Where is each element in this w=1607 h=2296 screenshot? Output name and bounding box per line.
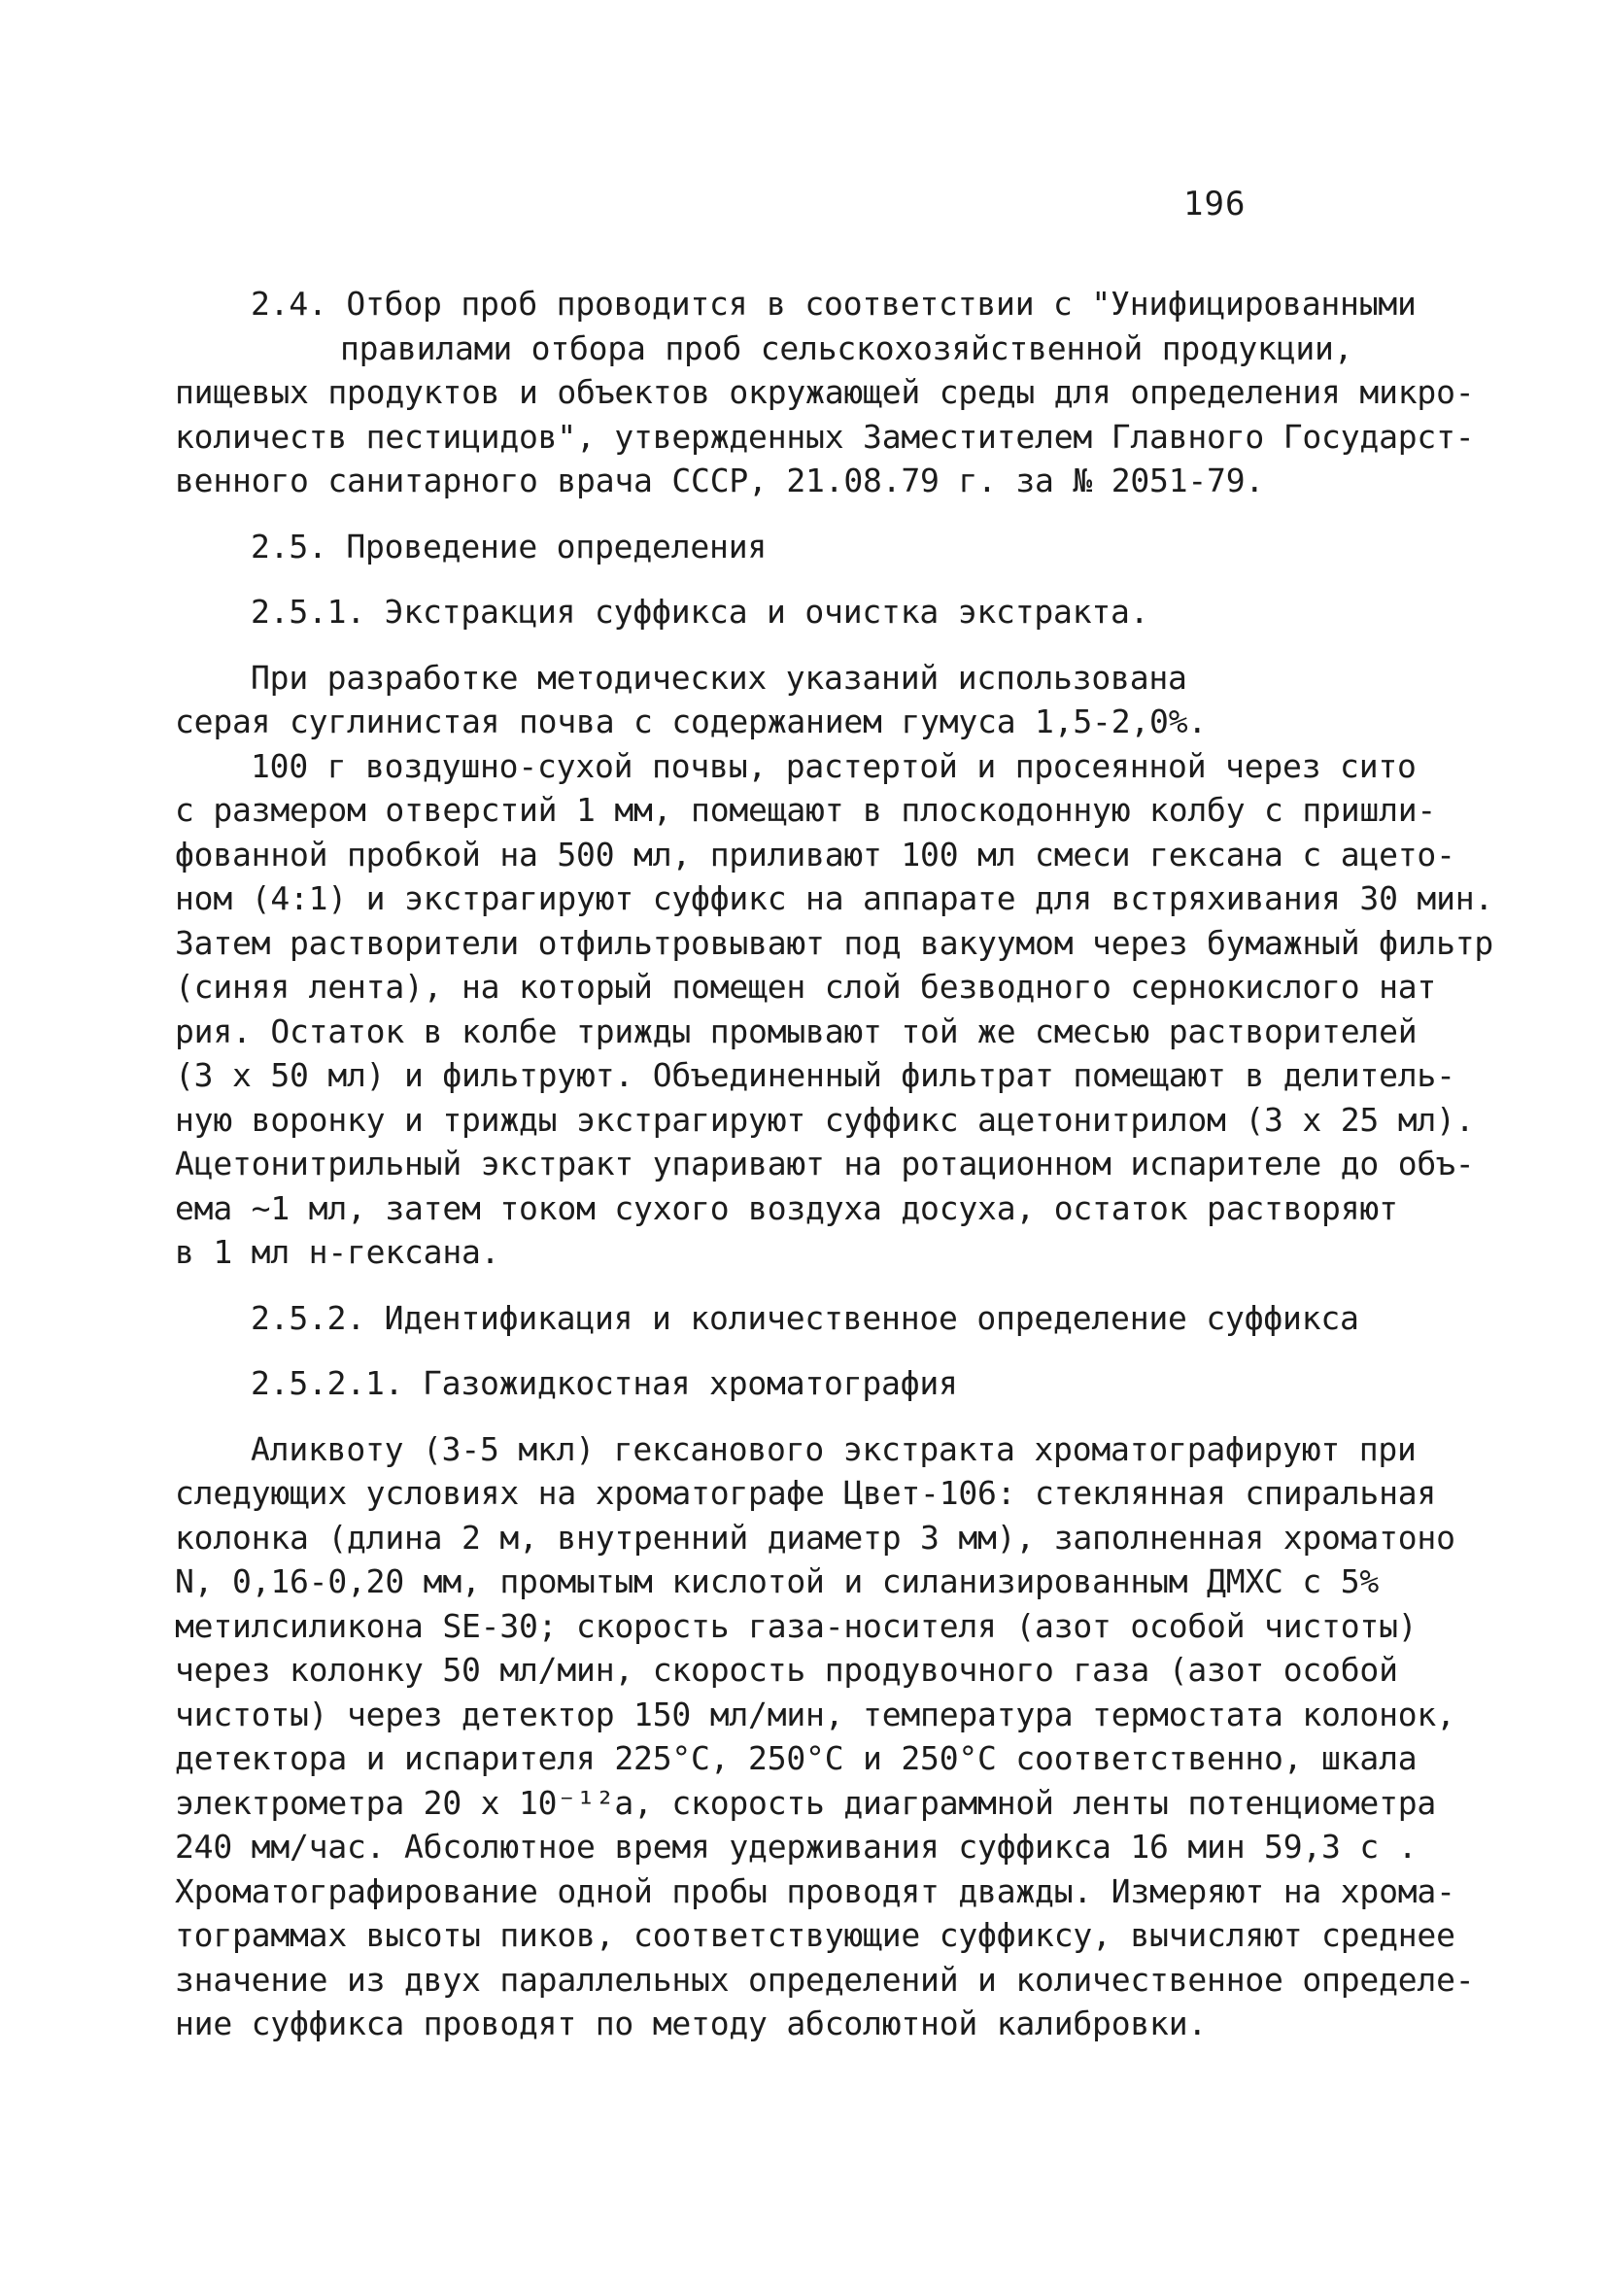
text-line: 2.4. Отбор проб проводится в соответствии с "Унифицированными xyxy=(251,285,1417,323)
text-line: в 1 мл н-гексана. xyxy=(175,1233,500,1271)
text-line: При разработке методических указаний использована xyxy=(251,658,1187,697)
paragraph-gap xyxy=(175,503,1428,525)
text-line: 2.5.1. Экстракция суффикса и очистка экстракта. xyxy=(251,593,1149,631)
text-line: пищевых продуктов и объектов окружающей среды для определения микро- xyxy=(175,373,1475,411)
paragraph-gap xyxy=(175,568,1428,590)
text-line: Ацетонитрильный экстракт упаривают на ротационном испарителе до объ- xyxy=(175,1145,1475,1182)
text-line: 2.5.2. Идентификация и количественное определение суффикса xyxy=(251,1298,1359,1337)
paragraph-s252 xyxy=(175,1296,1428,1341)
text-line: детектора и испарителя 225°С, 250°С и 250°С соответственно, шкала xyxy=(175,1739,1418,1777)
text-line: Аликвоту (3-5 мкл) гексанового экстракта хроматографируют при xyxy=(251,1429,1417,1468)
text-line: электрометра 20 х 10⁻¹²а, скорость диаграммной ленты потенциометра xyxy=(175,1783,1437,1822)
text-line: фованной пробкой на 500 мл, приливают 100 мл смеси гексана с ацето- xyxy=(175,835,1455,874)
paragraph-s251 xyxy=(175,590,1428,634)
paragraph-gap xyxy=(175,634,1428,656)
text-line: ема ~1 мл, затем током сухого воздуха досуха, остаток растворяют xyxy=(175,1188,1398,1227)
text-line: метилсиликона SE-30; скорость газа-носителя (азот особой чистоты) xyxy=(175,1606,1418,1645)
paragraph-gap xyxy=(175,1340,1428,1361)
paragraph-p2 xyxy=(175,1427,1475,2046)
paragraph-gap xyxy=(175,1406,1428,1427)
text-line: 240 мм/час. Абсолютное время удерживания суффикса 16 мин 59,3 с . xyxy=(175,1828,1418,1866)
text-line: колонка (длина 2 м, внутренний диаметр 3 мм), заполненная хроматоно xyxy=(175,1518,1455,1557)
paragraph-s2521 xyxy=(175,1361,1428,1406)
text-line: с размером отверстий 1 мм, помещают в плоскодонную колбу с пришли- xyxy=(175,791,1437,829)
text-line: N, 0,16-0,20 мм, промытым кислотой и силанизированным ДМХС с 5% xyxy=(175,1562,1380,1600)
text-line: Хроматографирование одной пробы проводят дважды. Измеряют на хрома- xyxy=(175,1871,1455,1910)
text-line: венного санитарного врача СССР, 21.08.79 г. за № 2051-79. xyxy=(175,462,1265,499)
text-line: (3 х 50 мл) и фильтруют. Объединенный фильтрат помещают в делитель- xyxy=(175,1056,1455,1094)
text-line: ние суффикса проводят по методу абсолютной калибровки. xyxy=(175,2005,1208,2042)
text-line: чистоты) через детектор 150 мл/мин, температура термостата колонок, xyxy=(175,1695,1455,1733)
paragraph-p1 xyxy=(175,656,1494,1275)
text-line: через колонку 50 мл/мин, скорость продувочного газа (азот особой xyxy=(175,1651,1398,1689)
paragraph-gap xyxy=(175,1275,1428,1296)
text-line: 100 г воздушно-сухой почвы, растертой и просеянной через сито xyxy=(251,746,1417,785)
text-line: серая суглинистая почва с содержанием гумуса 1,5-2,0%. xyxy=(175,703,1208,740)
text-line: ную воронку и трижды экстрагируют суффикс ацетонитрилом (3 х 25 мл). xyxy=(175,1100,1475,1139)
text-line: Затем растворители отфильтровывают под вакуумом через бумажный фильтр xyxy=(175,923,1494,962)
text-line: рия. Остаток в колбе трижды промывают той же смесью растворителей xyxy=(175,1011,1418,1050)
text-line: значение из двух параллельных определений и количественное определе- xyxy=(175,1960,1475,1999)
text-line: ном (4:1) и экстрагируют суффикс на аппарате для встряхивания 30 мин. xyxy=(175,879,1494,917)
text-line: количеств пестицидов", утвержденных Заместителем Главного Государст- xyxy=(175,417,1475,456)
text-line: (синяя лента), на который помещен слой безводного сернокислого нат xyxy=(175,968,1437,1006)
text-line: следующих условиях на хроматографе Цвет-106: стеклянная спиральная xyxy=(175,1474,1437,1512)
text-line: 2.5.2.1. Газожидкостная хроматография xyxy=(251,1364,958,1402)
text-line: тограммах высоты пиков, соответствующие суффиксу, вычисляют среднее xyxy=(175,1916,1455,1954)
document-body xyxy=(175,282,1494,2046)
page-number: 196 xyxy=(1183,185,1247,223)
text-line: правилами отбора проб сельскохозяйственной продукции, xyxy=(340,328,1353,367)
paragraph-s25 xyxy=(175,525,1428,569)
paragraph-s24 xyxy=(175,282,1475,503)
text-line: 2.5. Проведение определения xyxy=(251,527,768,565)
